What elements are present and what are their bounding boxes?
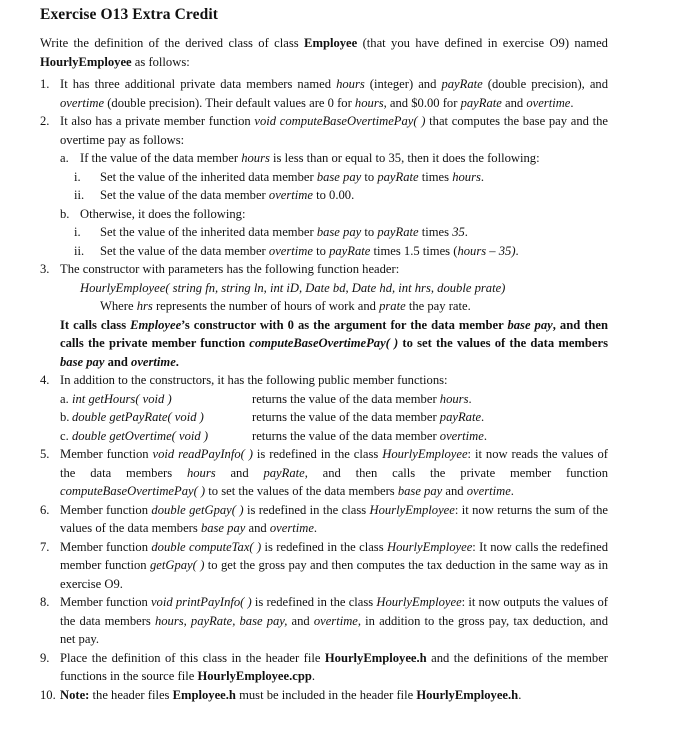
item-text: . — [175, 354, 179, 369]
item-term: overtime — [269, 521, 314, 535]
item-term: void printPayInfo( ) — [150, 595, 252, 609]
item-text: the header files — [89, 687, 173, 702]
item-text: : it now outputs the values of the data members — [60, 595, 608, 628]
sub-item-text: If the value of the data member — [80, 151, 242, 165]
item-term: HourlyEmployee — [369, 502, 455, 517]
item-number: 8. — [40, 595, 50, 609]
item-text: It has three additional private data members named — [60, 77, 337, 91]
item-text: is redefined in the class — [261, 539, 387, 554]
item-number: 1. — [40, 77, 50, 91]
item-text: to set the values of the data members — [398, 336, 608, 350]
function-signature-cell — [60, 427, 252, 446]
item-text: (double precision), and — [482, 77, 609, 91]
sub-item-text: to 0.00. — [312, 188, 355, 202]
sub-sub-item — [60, 168, 608, 187]
item-term: double getGpay( ) — [151, 502, 244, 517]
sub-item-text: Set the value of the inherited data member — [100, 169, 317, 184]
item-term: HourlyEmployee — [376, 595, 462, 609]
item-text: Member function — [60, 539, 152, 554]
sub-sub-item — [60, 223, 608, 242]
list-item — [40, 538, 609, 594]
item-text: . — [510, 484, 514, 498]
file-name: HourlyEmployee.h — [416, 687, 519, 702]
sub-item-text: times — [418, 169, 453, 184]
item-text: returns the value of the data member — [252, 428, 440, 443]
item-text: , in addition to the gross pay, tax deduction, and net pay. — [60, 613, 609, 646]
sub-item — [60, 205, 608, 224]
item-term: hours — [354, 95, 384, 110]
item-term: void computeBaseOvertimePay( ) — [254, 114, 426, 128]
item-text: and — [287, 613, 314, 628]
item-number: 9. — [40, 650, 50, 665]
item-term: overtime — [60, 95, 105, 110]
sub-item-label: a. — [60, 151, 69, 165]
list-item — [40, 371, 608, 445]
item-number: 4. — [40, 373, 50, 387]
function-signature: int getHours( void ) — [72, 391, 172, 406]
list-item — [40, 260, 609, 371]
function-signature-cell — [60, 408, 252, 427]
sub-item-text: Set the value of the data member — [100, 188, 269, 202]
item-text: to set the values of the data members — [205, 484, 398, 498]
item-term: computeBaseOvertimePay( ) — [249, 336, 399, 350]
sub-item-label: b. — [60, 206, 70, 221]
sub-item-term: overtime — [268, 243, 313, 258]
item-term: Employee — [130, 317, 182, 332]
roman-label: i. — [74, 225, 81, 239]
item-term: HourlyEmployee — [386, 539, 473, 554]
item-term: base pay — [397, 484, 443, 498]
sub-item-text: . — [464, 225, 468, 239]
item-text: : it now reads the values of the data members — [60, 447, 608, 480]
sub-item-term: base pay — [316, 169, 362, 184]
item-term: hrs — [136, 299, 153, 313]
function-signature: double getOvertime( void ) — [72, 428, 209, 443]
item-number: 3. — [40, 262, 50, 276]
sub-sub-item — [60, 186, 608, 205]
sub-item-term: base pay — [316, 225, 362, 239]
item-term: hours, payRate, base pay, — [154, 613, 288, 628]
sub-item-term: payRate — [377, 225, 419, 239]
intro-derived-class-name: HourlyEmployee — [40, 54, 132, 69]
item-text: and — [501, 95, 527, 110]
item-number: 5. — [40, 447, 50, 461]
list-item — [40, 75, 609, 112]
note-label: Note: — [60, 687, 90, 702]
item-number: 7. — [40, 539, 50, 554]
sub-item-text: Otherwise, it does the following: — [80, 206, 246, 221]
sub-item-text: to — [361, 225, 378, 239]
item-text: is redefined in the class — [252, 447, 383, 461]
sub-item-text: to — [312, 243, 330, 258]
item-text: It calls class — [60, 317, 131, 332]
exercise-title: Exercise O13 Extra Credit — [40, 6, 218, 23]
sub-item-term: hours — [452, 169, 481, 184]
item-text: . — [311, 669, 316, 683]
constructor-header: HourlyEmployee( string fn, string ln, int iD, Date bd, Date hd, int hrs, double prate) — [80, 280, 506, 295]
item-text: that computes the base pay and the overtime pay as follows: — [60, 114, 608, 147]
item-text: : it now returns the sum of the values of the data members — [60, 502, 609, 535]
item-text: , and then calls the private member function — [60, 317, 609, 350]
item-text: and — [215, 465, 264, 480]
item-text: (integer) and — [364, 77, 442, 91]
item-term: payRate — [460, 95, 502, 110]
function-description — [252, 390, 472, 409]
item-text: , and $0.00 for — [383, 95, 461, 110]
list-item — [40, 445, 608, 501]
sub-item-term: payRate — [329, 243, 371, 258]
intro-class-name: Employee — [304, 36, 358, 50]
sub-item-term: hours — [241, 151, 270, 165]
item-text: Where — [100, 299, 137, 313]
item-text: . — [468, 391, 472, 406]
list-item — [40, 593, 609, 649]
item-term: payRate — [439, 410, 482, 424]
constructor-note — [60, 297, 608, 316]
file-name: Employee.h — [172, 687, 236, 702]
item-term: overtime — [313, 613, 358, 628]
item-term: getGpay( ) — [149, 558, 205, 572]
sub-item-term: hours – 35) — [457, 243, 516, 258]
sub-item-term: payRate — [377, 169, 419, 184]
item-text: . — [481, 410, 485, 424]
item-term: payRate — [441, 77, 483, 91]
file-name: HourlyEmployee.cpp — [197, 669, 312, 683]
list-item — [40, 112, 608, 260]
item-term: hours — [336, 77, 365, 91]
sub-item-label: c. — [60, 428, 69, 443]
sub-item-label: b. — [60, 410, 70, 424]
sub-item-text: . — [515, 243, 519, 258]
item-text: (double precision). Their default values are 0 for — [104, 95, 355, 110]
item-text: . — [518, 687, 522, 702]
function-signature-cell — [60, 390, 252, 409]
intro-paragraph — [40, 34, 608, 71]
item-term: prate — [379, 299, 406, 313]
sub-item-text: to — [361, 169, 378, 184]
function-description — [252, 427, 487, 446]
roman-label: ii. — [74, 188, 85, 202]
item-text: returns the value of the data member — [252, 410, 440, 424]
function-signature: double getPayRate( void ) — [72, 410, 204, 424]
item-term: base pay — [200, 521, 246, 535]
function-description — [252, 408, 484, 427]
item-term: overtime — [131, 354, 176, 369]
item-text: the pay rate. — [405, 299, 471, 313]
item-text: Member function — [60, 595, 151, 609]
item-text: : It now calls the redefined member function — [60, 539, 609, 572]
item-text: It also has a private member function — [60, 114, 255, 128]
item-term: overtime — [439, 428, 484, 443]
file-name: HourlyEmployee.h — [324, 650, 427, 665]
item-term: computeBaseOvertimePay( ) — [60, 484, 206, 498]
item-text: , and then calls the private member function — [304, 465, 608, 480]
item-term: HourlyEmployee — [382, 447, 468, 461]
item-text: Member function — [60, 502, 152, 517]
list-item — [40, 501, 609, 538]
item-text: Place the definition of this class in the header file — [60, 650, 325, 665]
sub-item-text: Set the value of the inherited data member — [100, 225, 317, 239]
item-term: payRate — [263, 465, 305, 480]
item-text: The constructor with parameters has the following function header: — [60, 262, 400, 276]
requirements-list — [40, 75, 608, 704]
item-text: and — [104, 354, 132, 369]
sub-sub-item — [60, 242, 608, 261]
item-term: hours — [439, 391, 469, 406]
item-number: 2. — [40, 114, 50, 128]
item-text: . — [483, 428, 487, 443]
item-text: returns the value of the data member — [252, 391, 440, 406]
sub-item-text: is less than or equal to 35, then it does the following: — [269, 151, 540, 165]
item-text: ’s constructor with 0 as the argument for the data member — [181, 317, 508, 332]
item-text: to get the gross pay and then computes the tax deduction in the same way as in exercise O9. — [60, 558, 609, 591]
sub-item — [60, 149, 608, 168]
item-term: hours — [186, 465, 216, 480]
item-text: is redefined in the class — [243, 502, 370, 517]
item-text: and the definitions of the member functions in the source file — [60, 650, 608, 683]
function-row — [60, 390, 608, 409]
sub-item-text: times — [418, 225, 453, 239]
sub-item-text: Set the value of the data member — [100, 243, 269, 258]
item-text: is redefined in the class — [251, 595, 377, 609]
item-term: void readPayInfo( ) — [152, 447, 253, 461]
item-number: 10. — [40, 687, 56, 702]
sub-item-label: a. — [60, 391, 69, 406]
item-text: . — [313, 521, 318, 535]
intro-text: (that you have defined in exercise O9) named — [357, 36, 608, 50]
function-row — [60, 408, 608, 427]
item-text: In addition to the constructors, it has the following public member functions: — [60, 373, 448, 387]
item-text: and — [442, 484, 467, 498]
item-term: base pay — [507, 317, 553, 332]
item-text: Member function — [60, 447, 153, 461]
intro-text: Write the definition of the derived class of class — [40, 36, 305, 50]
item-term: overtime — [466, 484, 511, 498]
roman-label: ii. — [74, 243, 85, 258]
function-row — [60, 427, 608, 446]
item-term: overtime — [526, 95, 571, 110]
item-text: must be included in the header file — [235, 687, 417, 702]
sub-item-text: . — [480, 169, 485, 184]
list-item — [40, 649, 608, 686]
constructor-behavior — [60, 316, 608, 372]
sub-item-term: 35 — [452, 225, 465, 239]
item-text: represents the number of hours of work and — [152, 299, 380, 313]
sub-item-text: times 1.5 times ( — [370, 243, 458, 258]
item-number: 6. — [40, 502, 50, 517]
item-text: and — [245, 521, 270, 535]
roman-label: i. — [74, 169, 81, 184]
item-text: . — [570, 95, 574, 110]
intro-text: as follows: — [131, 54, 190, 69]
item-term: base pay — [60, 354, 105, 369]
item-term: double computeTax( ) — [151, 539, 262, 554]
sub-item-term: overtime — [268, 188, 313, 202]
list-item — [40, 686, 608, 705]
